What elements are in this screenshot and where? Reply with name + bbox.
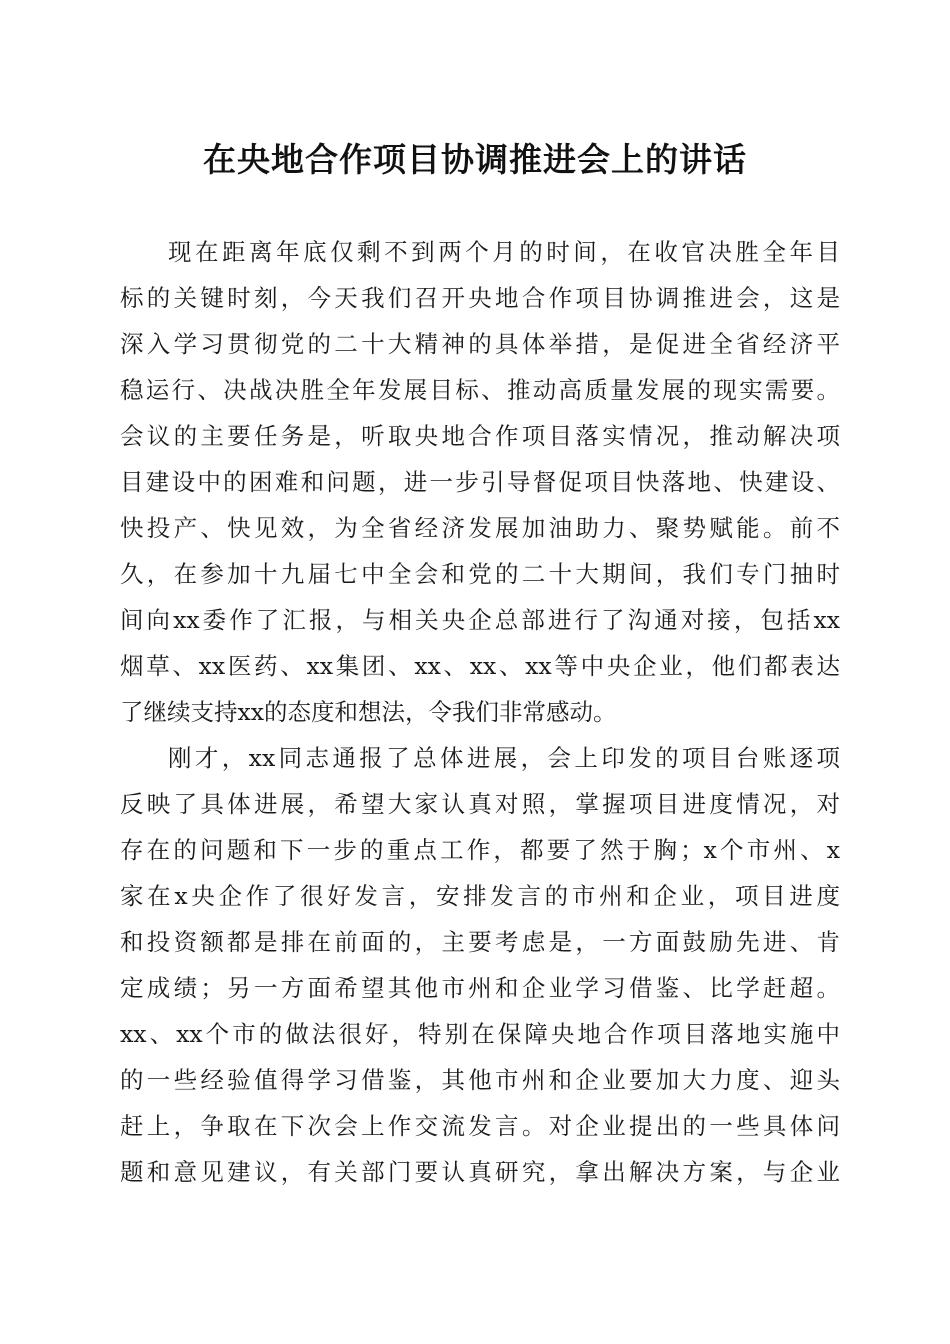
text-line: 深入学习贯彻党的二十大精神的具体举措，是促进全省经济平 [120,330,840,358]
text-line: 目建设中的困难和问题，进一步引导督促项目快落地、快建设、 [120,468,840,496]
paragraph-2 [120,740,840,1200]
text-line: 现在距离年底仅剩不到两个月的时间，在收官决胜全年目 [168,238,840,266]
text-line: 久，在参加十九届七中全会和党的二十大期间，我们专门抽时 [120,560,840,588]
document-body [120,234,840,1200]
text-line: 反映了具体进展，希望大家认真对照，掌握项目进度情况，对 [120,790,840,818]
text-line: 快投产、快见效，为全省经济发展加油助力、聚势赋能。前不 [120,514,840,542]
text-line: 了继续支持xx的态度和想法，令我们非常感动。 [120,698,617,726]
text-line: 定成绩；另一方面希望其他市州和企业学习借鉴、比学赶超。 [120,974,840,1002]
text-line: 标的关键时刻，今天我们召开央地合作项目协调推进会，这是 [120,284,840,312]
page-title: 在央地合作项目协调推进会上的讲话 [203,140,747,179]
text-line: 刚才，xx同志通报了总体进展，会上印发的项目台账逐项 [168,744,840,772]
text-line: 赶上，争取在下次会上作交流发言。对企业提出的一些具体问 [120,1112,840,1140]
paragraph-1 [120,234,840,740]
text-line: 题和意见建议，有关部门要认真研究，拿出解决方案，与企业 [120,1158,840,1186]
text-line: 稳运行、决战决胜全年发展目标、推动高质量发展的现实需要。 [120,376,840,404]
text-line: xx、xx个市的做法很好，特别在保障央地合作项目落地实施中 [120,1020,840,1048]
text-line: 的一些经验值得学习借鉴，其他市州和企业要加大力度、迎头 [120,1066,840,1094]
text-line: 会议的主要任务是，听取央地合作项目落实情况，推动解决项 [120,422,840,450]
text-line: 家在x央企作了很好发言，安排发言的市州和企业，项目进度 [120,882,840,910]
text-line: 烟草、xx医药、xx集团、xx、xx、xx等中央企业，他们都表达 [120,652,840,680]
text-line: 存在的问题和下一步的重点工作，都要了然于胸；x个市州、x [120,836,840,864]
text-line: 和投资额都是排在前面的，主要考虑是，一方面鼓励先进、肯 [120,928,840,956]
text-line: 间向xx委作了汇报，与相关央企总部进行了沟通对接，包括xx [120,606,840,634]
